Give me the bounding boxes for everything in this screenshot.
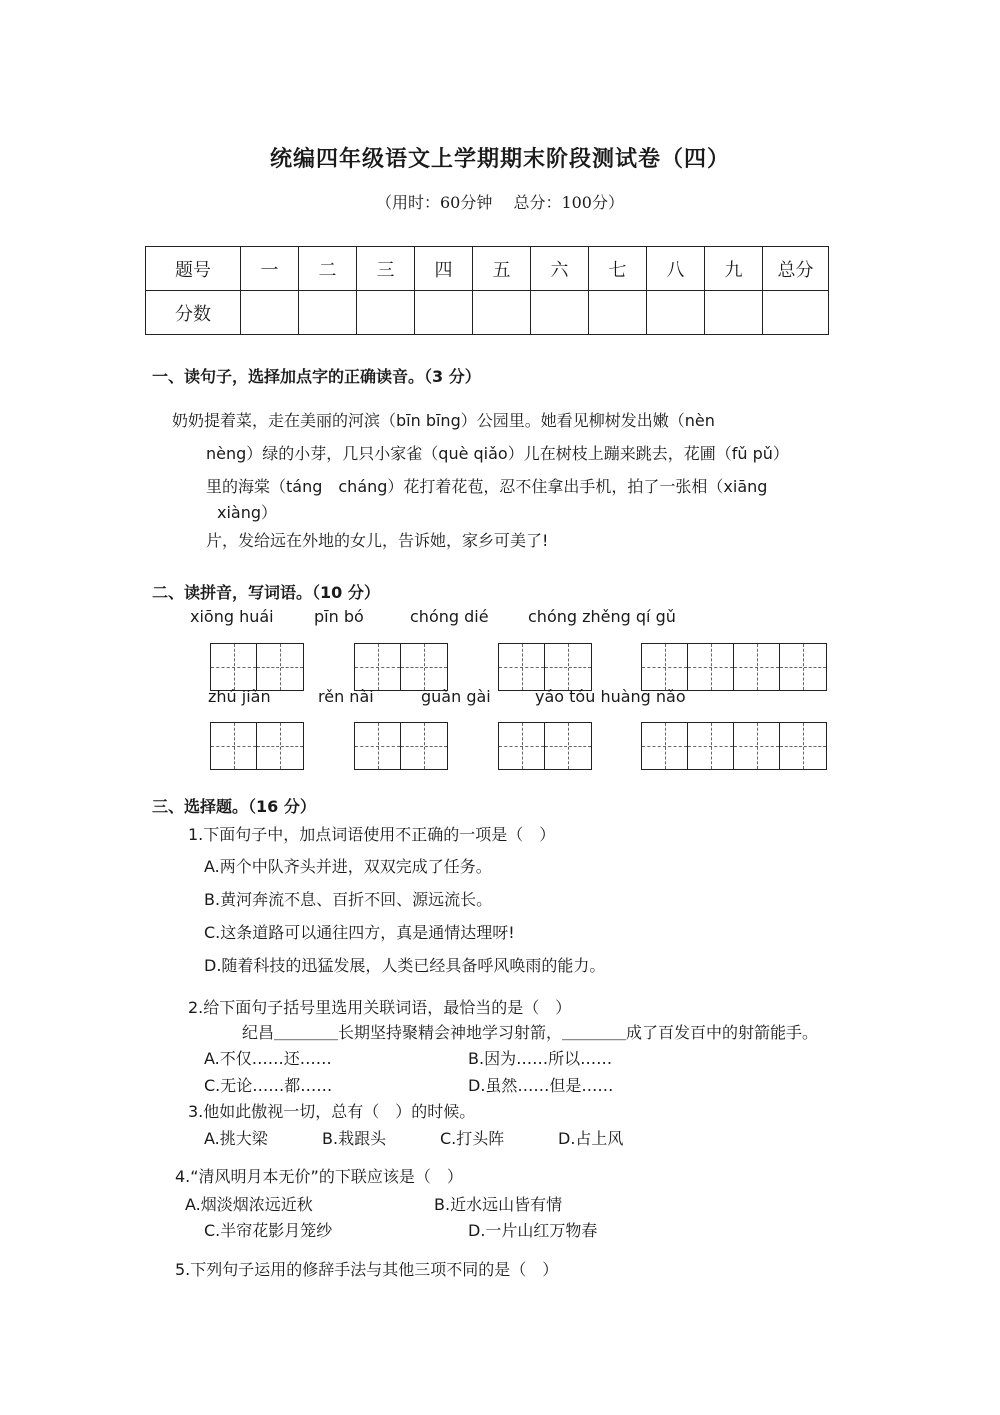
writing-grid	[641, 643, 827, 691]
question-1-option: D.随着科技的迅猛发展，人类已经具备呼风唤雨的能力。	[204, 956, 606, 975]
score-entry-cell	[531, 291, 589, 335]
pinyin-prompt: guàn gài	[421, 687, 491, 706]
section-2-heading: 二、读拼音，写词语。（10 分）	[152, 583, 380, 602]
writing-grid	[210, 643, 304, 691]
page-title: 统编四年级语文上学期期末阶段测试卷（四）	[269, 147, 730, 172]
question-3-option: B.栽跟头	[322, 1129, 387, 1148]
question-3-option: A.挑大梁	[204, 1129, 268, 1148]
table-cell: 九	[705, 247, 763, 291]
score-entry-cell	[241, 291, 299, 335]
writing-grid	[498, 643, 592, 691]
question-4-option: D.一片山红万物春	[468, 1221, 598, 1240]
writing-grid	[354, 643, 448, 691]
pinyin-prompt: zhú jiàn	[208, 687, 271, 706]
writing-grid	[498, 722, 592, 770]
question-2-option: A.不仅……还……	[204, 1049, 332, 1068]
score-entry-cell	[473, 291, 531, 335]
table-cell: 总分	[763, 247, 829, 291]
page-subtitle: （用时：60分钟 总分：100分）	[376, 193, 624, 212]
question-1-stem: 1.下面句子中，加点词语使用不正确的一项是（ ）	[188, 825, 556, 844]
score-entry-cell	[299, 291, 357, 335]
score-entry-cell	[589, 291, 647, 335]
writing-grid	[354, 722, 448, 770]
score-entry-cell	[357, 291, 415, 335]
section-1-line: nèng）绿的小芽，几只小家雀（què qiǎo）儿在树枝上蹦来跳去，花圃（fǔ pǔ）	[206, 444, 789, 463]
pinyin-prompt: rěn nài	[318, 687, 374, 706]
pinyin-prompt: chóng zhěng qí gǔ	[528, 607, 676, 626]
score-entry-cell	[647, 291, 705, 335]
section-3-heading: 三、选择题。（16 分）	[152, 797, 316, 816]
section-1-line: 片，发给远在外地的女儿，告诉她，家乡可美了!	[206, 531, 549, 550]
table-cell: 五	[473, 247, 531, 291]
question-2-option: D.虽然……但是……	[468, 1076, 614, 1095]
pinyin-prompt: xiōng huái	[190, 607, 274, 626]
question-4-option: B.近水远山皆有情	[434, 1195, 563, 1214]
question-3-option: D.占上风	[558, 1129, 624, 1148]
writing-grid	[210, 722, 304, 770]
section-1-line: 里的海棠（táng cháng）花打着花苞，忍不住拿出手机，拍了一张相（xiāng	[206, 477, 768, 496]
table-cell: 六	[531, 247, 589, 291]
question-4-stem: 4.“清风明月本无价”的下联应该是（ ）	[175, 1167, 463, 1186]
question-4-option: C.半帘花影月笼纱	[204, 1221, 333, 1240]
question-3-stem: 3.他如此傲视一切，总有（ ）的时候。	[188, 1102, 476, 1121]
score-table-header-row	[146, 247, 829, 291]
table-cell: 二	[299, 247, 357, 291]
score-entry-cell	[415, 291, 473, 335]
question-2-option: C.无论……都……	[204, 1076, 333, 1095]
table-cell: 七	[589, 247, 647, 291]
score-entry-cell	[763, 291, 829, 335]
pinyin-prompt: pīn bó	[314, 607, 364, 626]
section-1-line: 奶奶提着菜，走在美丽的河滨（bīn bīng）公园里。她看见柳树发出嫩（nèn	[172, 411, 715, 430]
table-cell: 四	[415, 247, 473, 291]
section-1-line: xiàng）	[217, 503, 278, 522]
question-5-stem: 5.下列句子运用的修辞手法与其他三项不同的是（ ）	[175, 1260, 559, 1279]
score-entry-cell	[705, 291, 763, 335]
question-1-option: A.两个中队齐头并进，双双完成了任务。	[204, 857, 492, 876]
score-table	[145, 246, 829, 335]
table-cell: 三	[357, 247, 415, 291]
table-cell: 一	[241, 247, 299, 291]
writing-grid	[641, 722, 827, 770]
question-3-option: C.打头阵	[440, 1129, 505, 1148]
question-2-sentence: 纪昌＿＿＿＿长期坚持聚精会神地学习射箭，＿＿＿＿成了百发百中的射箭能手。	[242, 1023, 819, 1042]
section-1-heading: 一、读句子，选择加点字的正确读音。（3 分）	[152, 367, 481, 386]
question-2-stem: 2.给下面句子括号里选用关联词语，最恰当的是（ ）	[188, 998, 572, 1017]
question-4-option: A.烟淡烟浓远近秋	[185, 1195, 313, 1214]
question-1-option: C.这条道路可以通往四方，真是通情达理呀!	[204, 923, 515, 942]
pinyin-prompt: yáo tóu huàng nǎo	[535, 687, 686, 706]
score-table-score-row	[146, 291, 829, 335]
table-cell: 八	[647, 247, 705, 291]
pinyin-prompt: chóng dié	[410, 607, 489, 626]
question-1-option: B.黄河奔流不息、百折不回、源远流长。	[204, 890, 493, 909]
question-2-option: B.因为……所以……	[468, 1049, 613, 1068]
table-cell: 分数	[146, 291, 241, 335]
table-cell: 题号	[146, 247, 241, 291]
